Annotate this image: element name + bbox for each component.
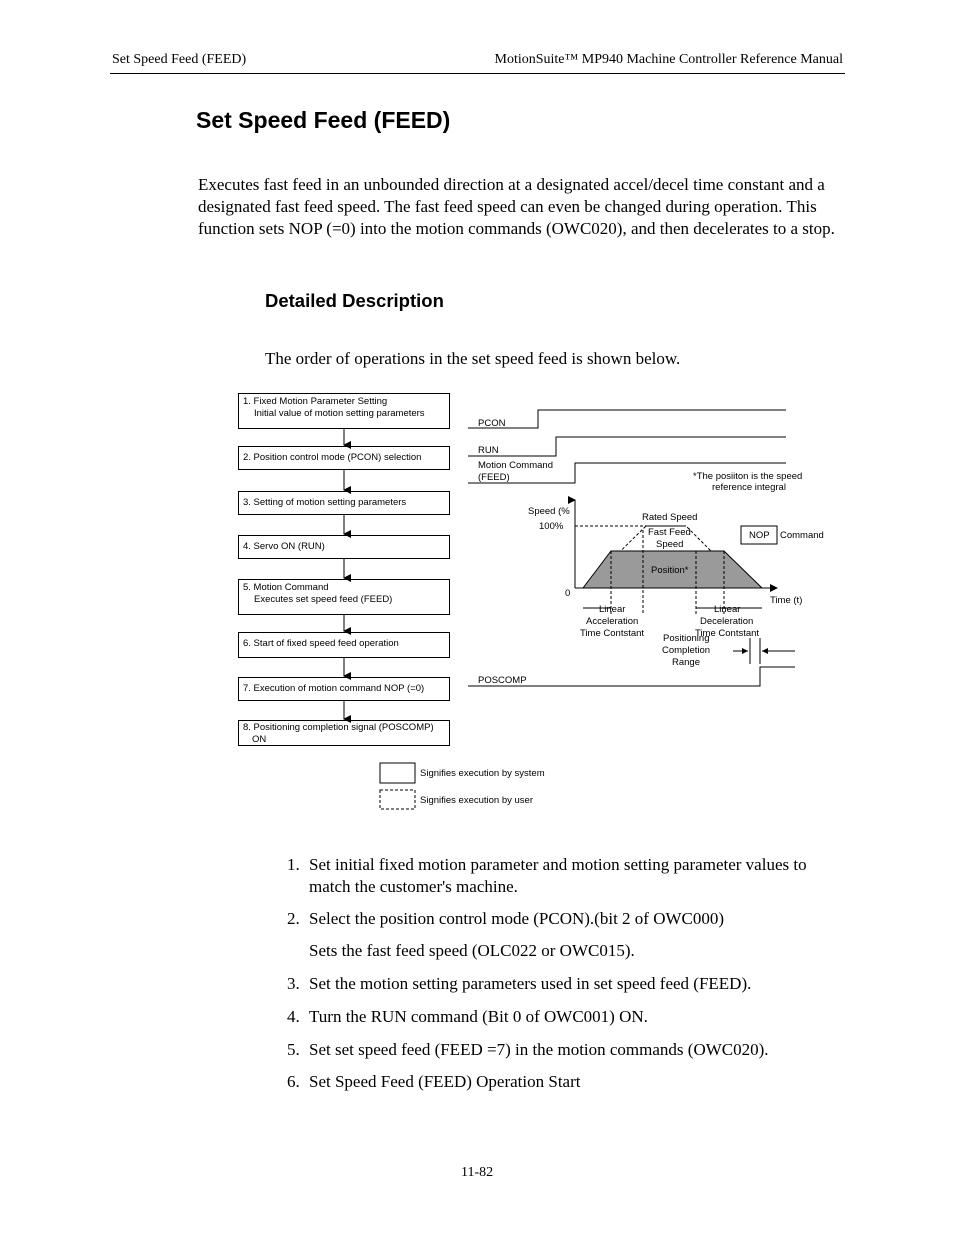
step-number: 2. (287, 909, 300, 928)
run-signal (468, 437, 786, 456)
label-motion-command-feed: (FEED) (478, 472, 510, 483)
legend-user-box (380, 790, 415, 809)
header-left: Set Speed Feed (FEED) (112, 52, 247, 67)
label-lin-acc-2: Acceleration (586, 616, 639, 627)
step-number: 4. (287, 1007, 300, 1026)
flow-step-8-detail: ON (252, 734, 267, 745)
pcon-signal (468, 410, 786, 428)
label-poscomp: POSCOMP (478, 675, 527, 686)
section-heading: Detailed Description (265, 290, 444, 311)
label-nop: NOP (749, 530, 770, 541)
label-rated-speed: Rated Speed (642, 512, 698, 523)
label-pos-comp-3: Range (672, 657, 700, 668)
page-number: 11-82 (461, 1165, 494, 1180)
note-line-1: *The posiiton is the speed (693, 471, 803, 482)
step-text: Select the position control mode (PCON).(bit 2 of OWC000) (309, 909, 725, 928)
label-motion-command: Motion Command (478, 460, 553, 471)
flow-step-5-detail: Executes set speed feed (FEED) (254, 594, 393, 605)
order-text: The order of operations in the set speed feed is shown below. (265, 349, 681, 368)
step-text: Set Speed Feed (FEED) Operation Start (309, 1072, 581, 1091)
flow-step-5-title: 5. Motion Command (243, 582, 329, 593)
flow-step-4: 4. Servo ON (RUN) (238, 535, 450, 559)
label-lin-dec-3: Time Contstant (695, 628, 760, 639)
header-right: MotionSuite™ MP940 Machine Controller Reference Manual (494, 52, 843, 67)
step-item (287, 854, 847, 898)
intro-paragraph: Executes fast feed in an unbounded direction at a designated accel/decel time constant and a designated fast feed speed. The fast feed speed can even be changed during operation. This function sets NOP (=0) into the motion commands (OWC020), and then decelerates to a stop. (198, 175, 835, 238)
label-100pct: 100% (539, 521, 564, 532)
label-fast-feed: Fast Feed (648, 527, 691, 538)
step-number: 5. (287, 1040, 300, 1059)
label-time: Time (t) (770, 595, 803, 606)
step-text: Sets the fast feed speed (OLC022 or OWC015). (309, 941, 635, 960)
flow-step-6: 6. Start of fixed speed feed operation (238, 632, 450, 658)
flow-step-7: 7. Execution of motion command NOP (=0) (238, 677, 450, 701)
label-position: Position* (651, 565, 689, 576)
step-number: 1. (287, 855, 300, 874)
label-lin-dec-1: Linear (714, 604, 741, 615)
label-command: Command (780, 530, 824, 541)
step-text: Set the motion setting parameters used in set speed feed (FEED). (309, 974, 752, 993)
step-number: 6. (287, 1072, 300, 1091)
flow-step-1-detail: Initial value of motion setting parameters (254, 408, 425, 419)
legend-system-label: Signifies execution by system (420, 768, 545, 779)
flow-step-2: 2. Position control mode (PCON) selection (238, 446, 450, 470)
flow-step-8-title: 8. Positioning completion signal (POSCOMP) (243, 722, 434, 733)
label-fast-feed-speed: Speed (656, 539, 684, 550)
label-zero: 0 (565, 588, 571, 599)
note-line-2: reference integral (712, 482, 786, 493)
label-pos-comp-1: Positioning (663, 633, 710, 644)
step-text: Turn the RUN command (Bit 0 of OWC001) ON. (309, 1007, 648, 1026)
label-lin-acc-3: Time Contstant (580, 628, 645, 639)
label-pcon: PCON (478, 418, 506, 429)
label-pos-comp-2: Completion (662, 645, 711, 656)
step-text: Set set speed feed (FEED =7) in the motion commands (OWC020). (309, 1040, 769, 1059)
label-lin-dec-2: Deceleration (700, 616, 754, 627)
label-lin-acc-1: Linear (599, 604, 626, 615)
flow-step-3: 3. Setting of motion setting parameters (238, 491, 450, 515)
page-title: Set Speed Feed (FEED) (196, 107, 451, 133)
legend-user-label: Signifies execution by user (420, 795, 534, 806)
legend-system-box (380, 763, 415, 783)
step-number: 3. (287, 974, 300, 993)
step-text: Set initial fixed motion parameter and motion setting parameter values to match the customer's machine. (309, 855, 807, 896)
flow-step-1-title: 1. Fixed Motion Parameter Setting (243, 396, 388, 407)
label-run: RUN (478, 445, 499, 456)
label-speed: Speed (% (528, 506, 570, 517)
